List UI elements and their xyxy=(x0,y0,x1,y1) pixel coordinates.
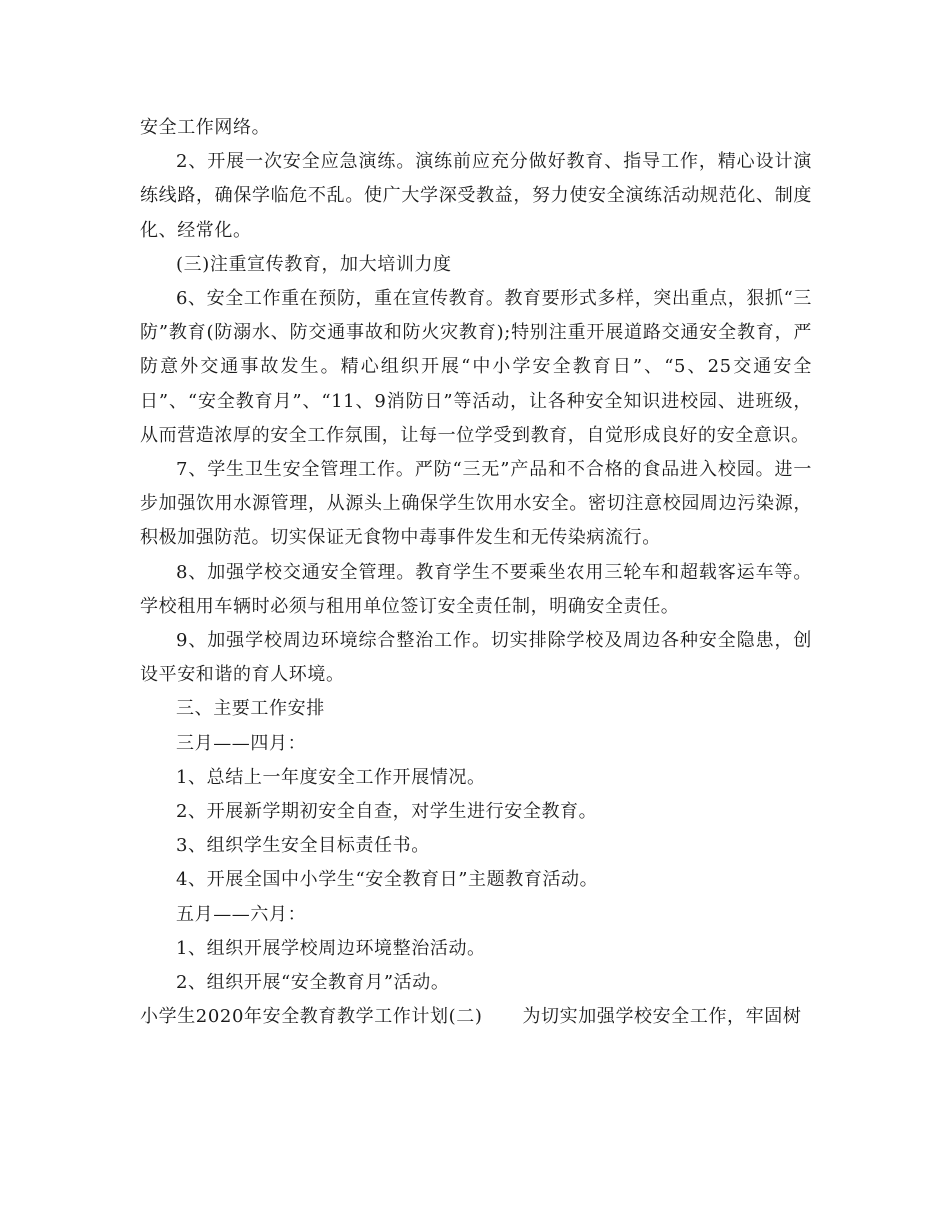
schedule-item-3: 3、组织学生安全目标责任书。 xyxy=(176,835,430,857)
schedule-item-6: 2、组织开展“安全教育月”活动。 xyxy=(176,972,450,994)
next-section-continuation: 为切实加强学校安全工作，牢固树 xyxy=(522,1006,802,1028)
paragraph-7: 9、加强学校周边环境综合整治工作。切实排除学校及周边各种安全隐患，创设平安和谐的育人环境。 xyxy=(140,630,812,686)
section-heading-3: (三)注重宣传教育，加大培训力度 xyxy=(176,253,452,275)
schedule-period-may-june: 五月——六月： xyxy=(176,903,307,925)
schedule-item-5: 1、组织开展学校周边环境整治活动。 xyxy=(176,937,486,959)
paragraph-1: 安全工作网络。 xyxy=(140,117,271,138)
document-page xyxy=(140,111,812,1034)
paragraph-5: 7、学生卫生安全管理工作。严防“三无”产品和不合格的食品进入校园。进一步加强饮用水源管理，从源头上确保学生饮用水安全。密切注意校园周边污染源，积极加强防范。切实保证无食物中毒事件发生和无传染病流行。 xyxy=(140,459,812,549)
paragraph-6: 8、加强学校交通安全管理。教育学生不要乘坐农用三轮车和超载客运车等。学校租用车辆时必须与租用单位签订安全责任制，明确安全责任。 xyxy=(140,561,812,617)
paragraph-4: 6、安全工作重在预防，重在宣传教育。教育要形式多样，突出重点，狠抓“三防”教育(防溺水、防交通事故和防火灾教育);特别注重开展道路交通安全教育，严防意外交通事故发生。精心组织开展“中小学安全教育日”、“5、25交通安全日”、“安全教育月”、“11、9消防日”等活动，让各种安全知识进校园、进班级，从而营造浓厚的安全工作氛围，让每一位学受到教育，自觉形成良好的安全意识。 xyxy=(140,288,812,446)
paragraph-2: 2、开展一次安全应急演练。演练前应充分做好教育、指导工作，精心设计演练线路，确保学临危不乱。使广大学深受教益，努力使安全演练活动规范化、制度化、经常化。 xyxy=(140,151,812,241)
schedule-period-march-april: 三月——四月： xyxy=(176,732,307,754)
schedule-item-1: 1、总结上一年度安全工作开展情况。 xyxy=(176,766,486,788)
schedule-item-2: 2、开展新学期初安全自查，对学生进行安全教育。 xyxy=(176,801,598,823)
schedule-item-4: 4、开展全国中小学生“安全教育日”主题教育活动。 xyxy=(176,869,599,891)
next-section-title: 小学生2020年安全教育教学工作计划(二) xyxy=(140,1006,483,1028)
section-heading-main-schedule: 三、主要工作安排 xyxy=(176,698,325,720)
next-section-line xyxy=(140,1000,812,1034)
